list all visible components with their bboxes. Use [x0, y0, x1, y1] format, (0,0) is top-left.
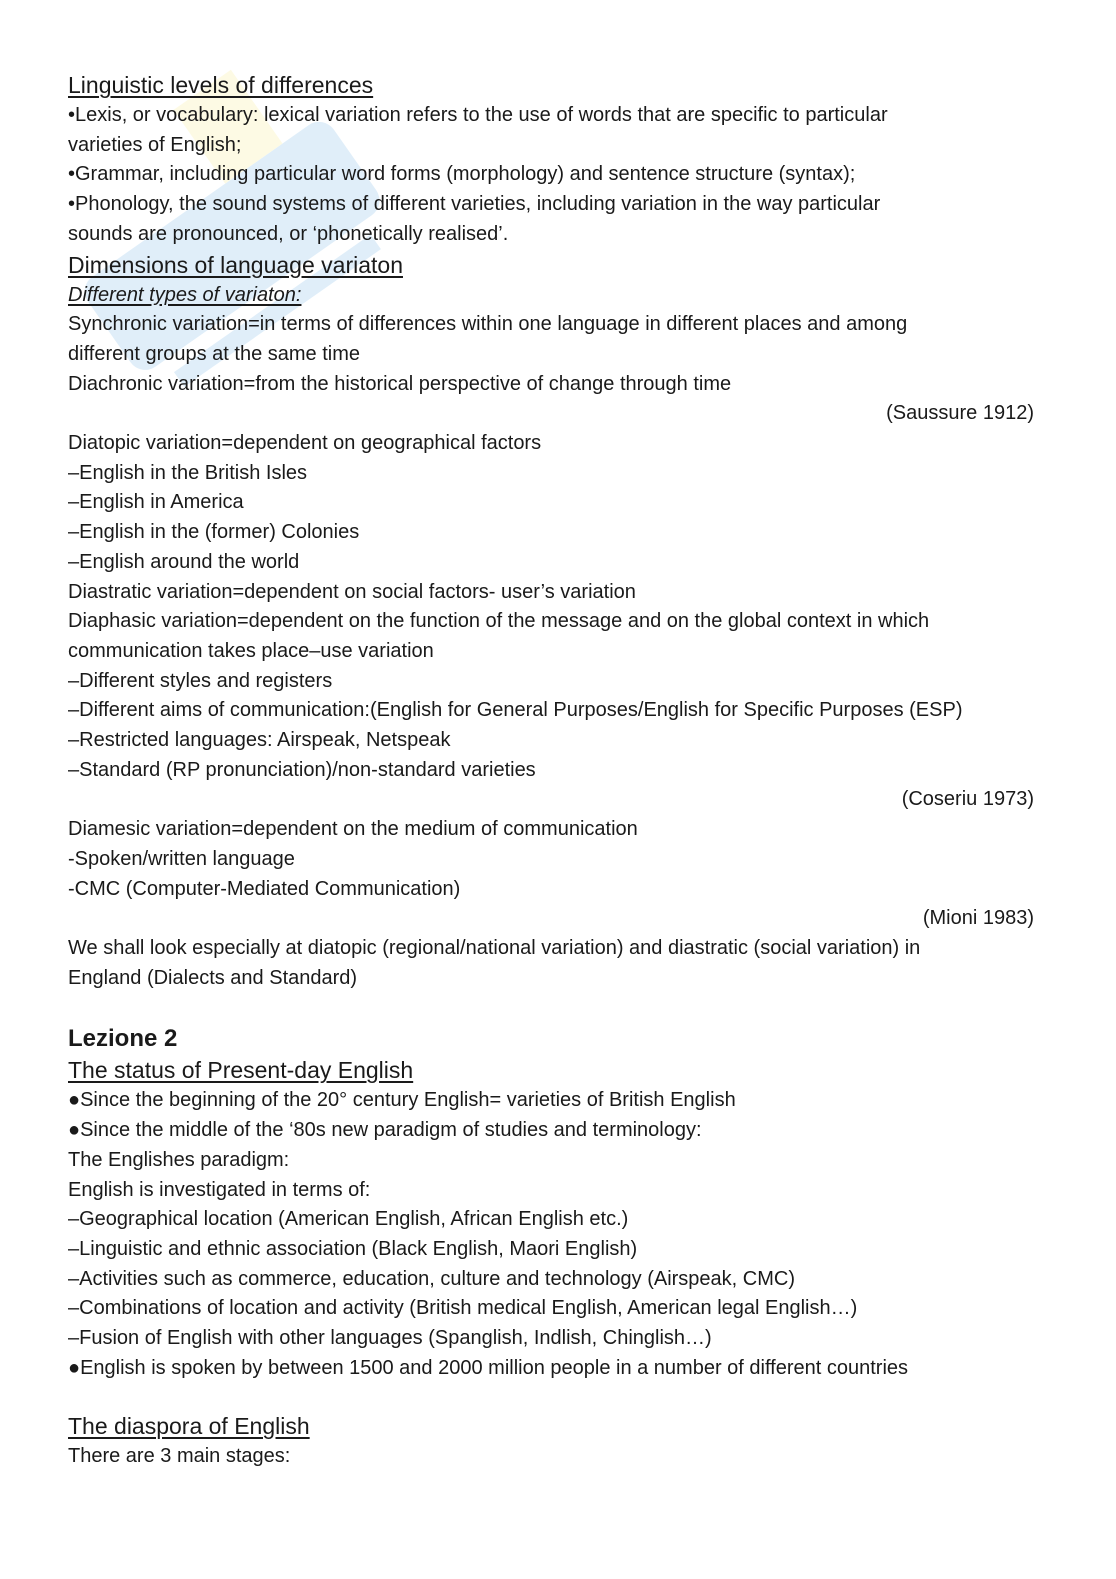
section2-lines-b	[68, 429, 1048, 785]
text-line: -Spoken/written language	[68, 847, 295, 870]
citation-saussure: (Saussure 1912)	[886, 402, 1034, 425]
text-line: sounds are pronounced, or ‘phonetically realised’.	[68, 222, 509, 245]
text-line: There are 3 main stages:	[68, 1445, 291, 1468]
text-line: –Restricted languages: Airspeak, Netspeak	[68, 729, 451, 752]
section2-lines-d	[68, 934, 1048, 993]
text-line: •Grammar, including particular word forms (morphology) and sentence structure (syntax);	[68, 163, 856, 186]
lesson-lines	[68, 1086, 1048, 1383]
citation-coseriu: (Coseriu 1973)	[901, 788, 1034, 811]
text-line: –English in America	[68, 491, 244, 514]
text-line: •Lexis, or vocabulary: lexical variation refers to the use of words that are specific to particular	[68, 104, 888, 126]
heading-diaspora: The diaspora of English	[68, 1413, 310, 1440]
text-line: –Fusion of English with other languages (Spanglish, Indlish, Chinglish…)	[68, 1327, 712, 1350]
text-line: ●Since the beginning of the 20° century English= varieties of British English	[68, 1089, 736, 1112]
text-line: -CMC (Computer-Mediated Communication)	[68, 877, 461, 900]
section2-lines-c	[68, 815, 1048, 904]
subheading-types: Different types of variaton:	[68, 283, 302, 306]
text-line: ●Since the middle of the ‘80s new paradigm of studies and terminology:	[68, 1119, 702, 1142]
text-line: Synchronic variation=in terms of differences within one language in different places and among	[68, 313, 908, 336]
text-line: Diastratic variation=dependent on social factors- user’s variation	[68, 580, 636, 603]
text-line: varieties of English;	[68, 133, 242, 156]
text-line: England (Dialects and Standard)	[68, 966, 358, 989]
heading-linguistic-levels: Linguistic levels of differences	[68, 72, 374, 98]
text-line: –English in the British Isles	[68, 461, 308, 484]
text-line: –Combinations of location and activity (British medical English, American legal English…)	[68, 1297, 858, 1320]
text-line: –Different aims of communication:(English for General Purposes/English for Specific Purposes (ESP)	[68, 699, 963, 722]
text-line: –English in the (former) Colonies	[68, 521, 360, 544]
text-line: –English around the world	[68, 550, 300, 573]
text-line: communication takes place–use variation	[68, 639, 434, 662]
text-line: different groups at the same time	[68, 342, 361, 365]
document-page	[68, 70, 1048, 1472]
spacer	[68, 1383, 1048, 1411]
text-line: Diaphasic variation=dependent on the function of the message and on the global context in which	[68, 610, 930, 633]
heading-dimensions: Dimensions of language variaton	[68, 251, 403, 278]
text-line: •Phonology, the sound systems of different varieties, including variation in the way particular	[68, 193, 881, 216]
text-line: The Englishes paradigm:	[68, 1148, 290, 1171]
text-line: We shall look especially at diatopic (regional/national variation) and diastratic (social variation) in	[68, 936, 921, 959]
text-line: –Geographical location (American English, African English etc.)	[68, 1208, 629, 1231]
lesson-title: Lezione 2	[68, 1025, 178, 1053]
text-line: ●English is spoken by between 1500 and 2000 million people in a number of different countries	[68, 1356, 909, 1379]
heading-status-present-day: The status of Present-day English	[68, 1057, 414, 1084]
text-line: –Standard (RP pronunciation)/non-standard varieties	[68, 758, 536, 781]
text-line: English is investigated in terms of:	[68, 1178, 371, 1201]
text-line: Diamesic variation=dependent on the medium of communication	[68, 818, 638, 841]
text-line: Diachronic variation=from the historical perspective of change through time	[68, 372, 732, 395]
section2-lines-a	[68, 310, 1048, 399]
text-line: –Different styles and registers	[68, 669, 333, 692]
text-line: –Linguistic and ethnic association (Black English, Maori English)	[68, 1237, 638, 1260]
citation-mioni: (Mioni 1983)	[922, 907, 1034, 930]
section1-lines	[68, 101, 1048, 250]
text-line: –Activities such as commerce, education, culture and technology (Airspeak, CMC)	[68, 1267, 795, 1290]
text-line: Diatopic variation=dependent on geographical factors	[68, 432, 542, 455]
